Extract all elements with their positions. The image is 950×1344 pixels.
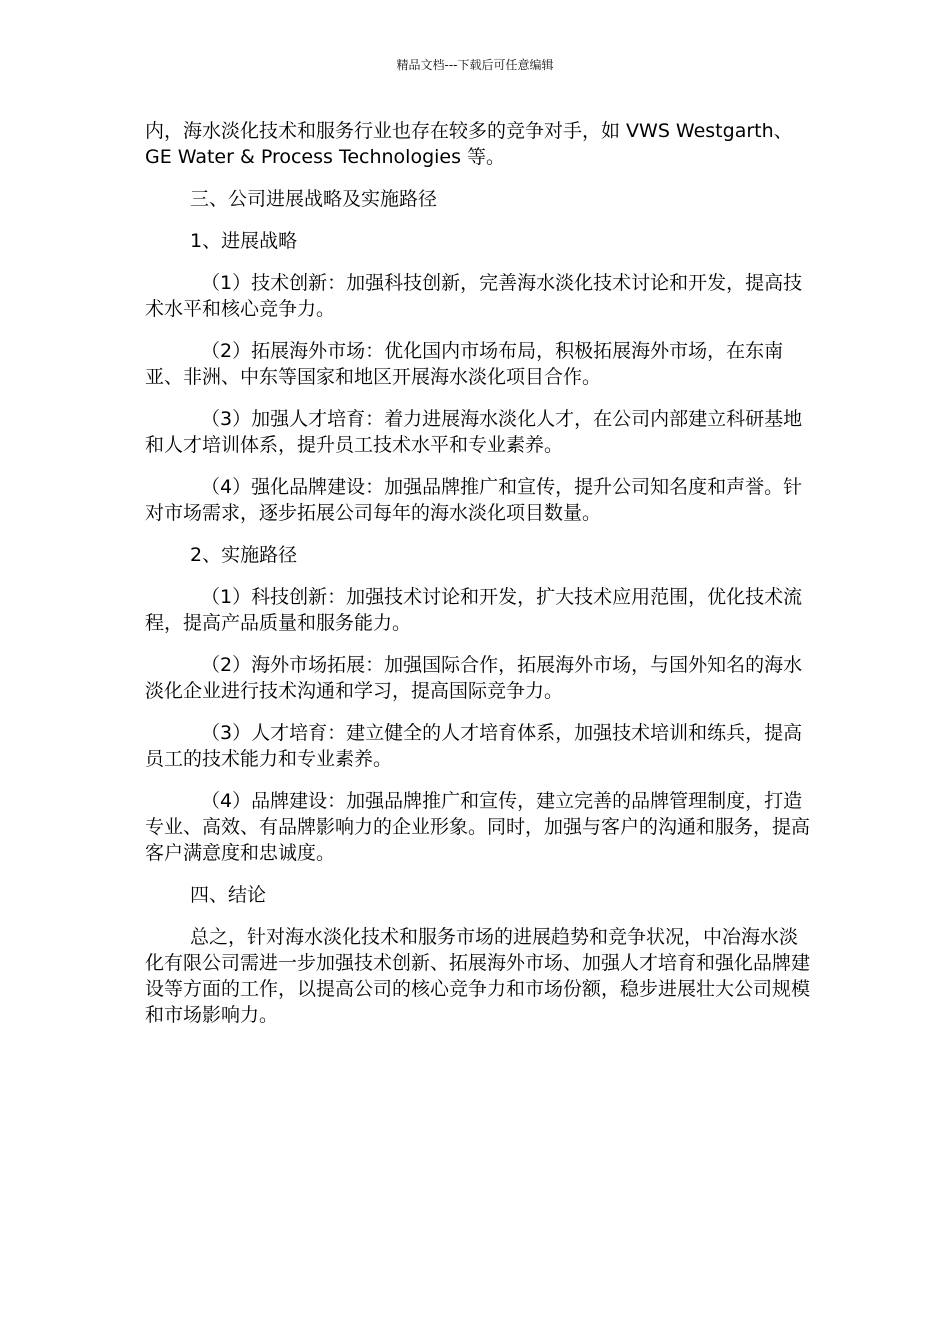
subsection-heading-development-strategy: 1、进展战略 (190, 230, 298, 252)
path-item-brand: （4）品牌建设：加强品牌推广和宣传，建立完善的品牌管理制度，打造专业、高效、有品牌影响力的企业形象。同时，加强与客户的沟通和服务，提高客户满意度和忠诚度。 (145, 790, 811, 864)
document-body (145, 118, 815, 1044)
section-heading-strategy: 三、公司进展战略及实施路径 (190, 188, 438, 210)
paragraph-conclusion: 总之，针对海水淡化技术和服务市场的进展趋势和竞争状况，中冶海水淡化有限公司需进一步加强技术创新、拓展海外市场、加强人才培育和强化品牌建设等方面的工作，以提高公司的核心竞争力和市场份额，稳步进展壮大公司规模和市场影响力。 (145, 926, 811, 1026)
section-heading-conclusion: 四、结论 (190, 884, 267, 906)
page-header: 精品文档---下载后可任意编辑 (396, 58, 554, 72)
strategy-item-tech-innovation: （1）技术创新：加强科技创新，完善海水淡化技术讨论和开发，提高技术水平和核心竞争力。 (145, 272, 803, 320)
path-item-overseas-market: （2）海外市场拓展：加强国际合作，拓展海外市场，与国外知名的海水淡化企业进行技术沟通和学习，提高国际竞争力。 (145, 654, 803, 702)
strategy-item-talent: （3）加强人才培育：着力进展海水淡化人才，在公司内部建立科研基地和人才培训体系，提升员工技术水平和专业素养。 (145, 408, 803, 456)
subsection-heading-implementation: 2、实施路径 (190, 544, 298, 566)
strategy-item-brand: （4）强化品牌建设：加强品牌推广和宣传，提升公司知名度和声誉。针对市场需求，逐步拓展公司每年的海水淡化项目数量。 (145, 476, 803, 524)
paragraph-competitors: 内，海水淡化技术和服务行业也存在较多的竞争对手，如 VWS Westgarth、GE Water & Process Technologies 等。 (145, 120, 793, 168)
path-item-tech-innovation: （1）科技创新：加强技术讨论和开发，扩大技术应用范围，优化技术流程，提高产品质量和服务能力。 (145, 586, 803, 634)
strategy-item-overseas-market: （2）拓展海外市场：优化国内市场布局，积极拓展海外市场，在东南亚、非洲、中东等国家和地区开展海水淡化项目合作。 (145, 340, 784, 388)
path-item-talent: （3）人才培育：建立健全的人才培育体系，加强技术培训和练兵，提高员工的技术能力和专业素养。 (145, 722, 803, 770)
